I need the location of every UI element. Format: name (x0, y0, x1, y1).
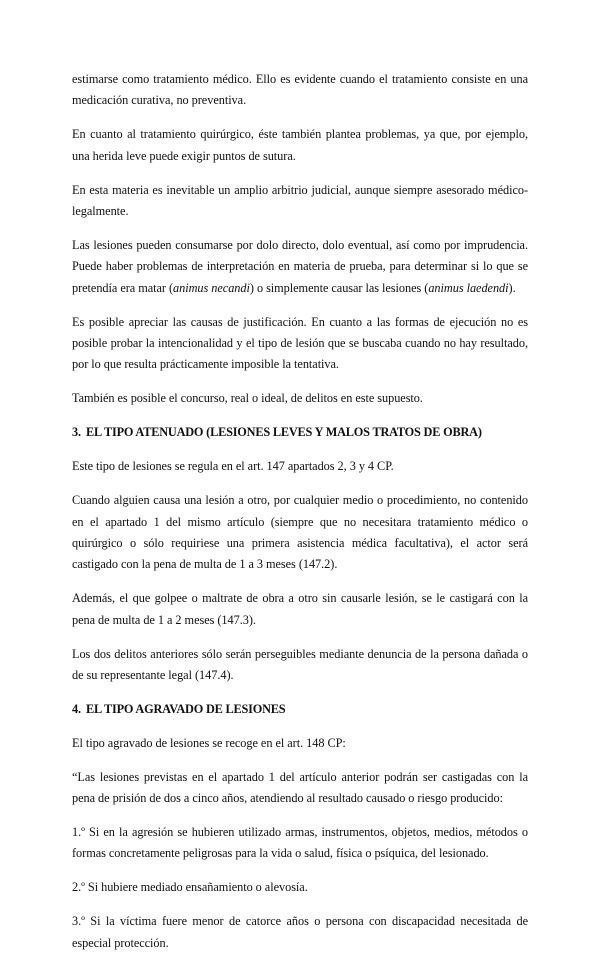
paragraph-art-148: El tipo agravado de lesiones se recoge en el art. 148 CP: (72, 735, 346, 750)
paragraph-surgical-treatment: En cuanto al tratamiento quirúrgico, éste también plantea problemas, ya que, por ejemplo, una herida leve puede exigir puntos de sutura. (72, 127, 528, 163)
paragraph-art-147: Este tipo de lesiones se regula en el art. 147 apartados 2, 3 y 4 CP. (72, 459, 394, 474)
list-item-148-1: 1.º Si en la agresión se hubieren utilizado armas, instrumentos, objetos, medios, métodos o formas concretamente peligrosas para la vida o salud, física o psíquica, del lesionado. (72, 824, 528, 861)
paragraph-148-quote: “Las lesiones previstas en el apartado 1 del artículo anterior podrán ser castigadas con la pena de prisión de dos a cinco años, atendiendo al resultado causado o riesgo producido: (72, 769, 528, 806)
section-number: 4. (72, 701, 81, 716)
text-segment: ) o simplemente causar las lesiones ( (249, 280, 429, 295)
paragraph-judicial-discretion: En esta materia es inevitable un amplio arbitrio judicial, aunque siempre asesorado médico-legalmente. (72, 182, 528, 219)
paragraph-dolo-imprudencia (72, 235, 528, 299)
paragraph-concurso: También es posible el concurso, real o ideal, de delitos en este supuesto. (72, 391, 423, 406)
document-page (72, 69, 528, 967)
paragraph-147-2: Cuando alguien causa una lesión a otro, por cualquier medio o procedimiento, no contenido en el apartado 1 del mismo artículo (siempre que no necesitara tratamiento médico o quirúrgico o sólo requiriese una primera asistencia médica facultativa), el actor será castigado con la pena de multa de 1 a 3 meses (147.2). (72, 493, 528, 572)
text-segment: Las lesiones pueden consumarse por dolo directo, dolo eventual, así como por imprudencia. Puede haber problemas de interpretación en materia de prueba, para determinar si lo que se pretendía era matar ( (72, 237, 528, 295)
list-item-148-2: 2.º Si hubiere mediado ensañamiento o alevosía. (72, 880, 308, 895)
latin-term-animus-necandi: animus necandi (173, 280, 250, 295)
text-segment: ). (508, 280, 516, 295)
paragraph-147-3: Además, el que golpee o maltrate de obra a otro sin causarle lesión, se le castigará con la pena de multa de 1 a 2 meses (147.3). (72, 591, 528, 627)
section-number: 3. (72, 425, 81, 440)
section-heading-tipo-agravado (72, 699, 528, 720)
latin-term-animus-laedendi: animus laedendi (428, 280, 509, 295)
section-heading-tipo-atenuado (72, 422, 528, 443)
paragraph-medication: estimarse como tratamiento médico. Ello es evidente cuando el tratamiento consiste en una medicación curativa, no preventiva. (72, 72, 528, 108)
list-item-148-3: 3.º Si la víctima fuere menor de catorce años o persona con discapacidad necesitada de especial protección. (72, 914, 528, 950)
section-title: EL TIPO ATENUADO (LESIONES LEVES Y MALOS TRATOS DE OBRA) (86, 425, 482, 440)
section-title: EL TIPO AGRAVADO DE LESIONES (86, 701, 286, 716)
paragraph-147-4: Los dos delitos anteriores sólo serán perseguibles mediante denuncia de la persona dañada o de su representante legal (147.4). (72, 646, 528, 682)
paragraph-justification: Es posible apreciar las causas de justificación. En cuanto a las formas de ejecución no es posible probar la intencionalidad y el tipo de lesión que se buscaba cuando no hay resultado, por lo que resulta prácticamente imposible la tentativa. (72, 314, 528, 372)
